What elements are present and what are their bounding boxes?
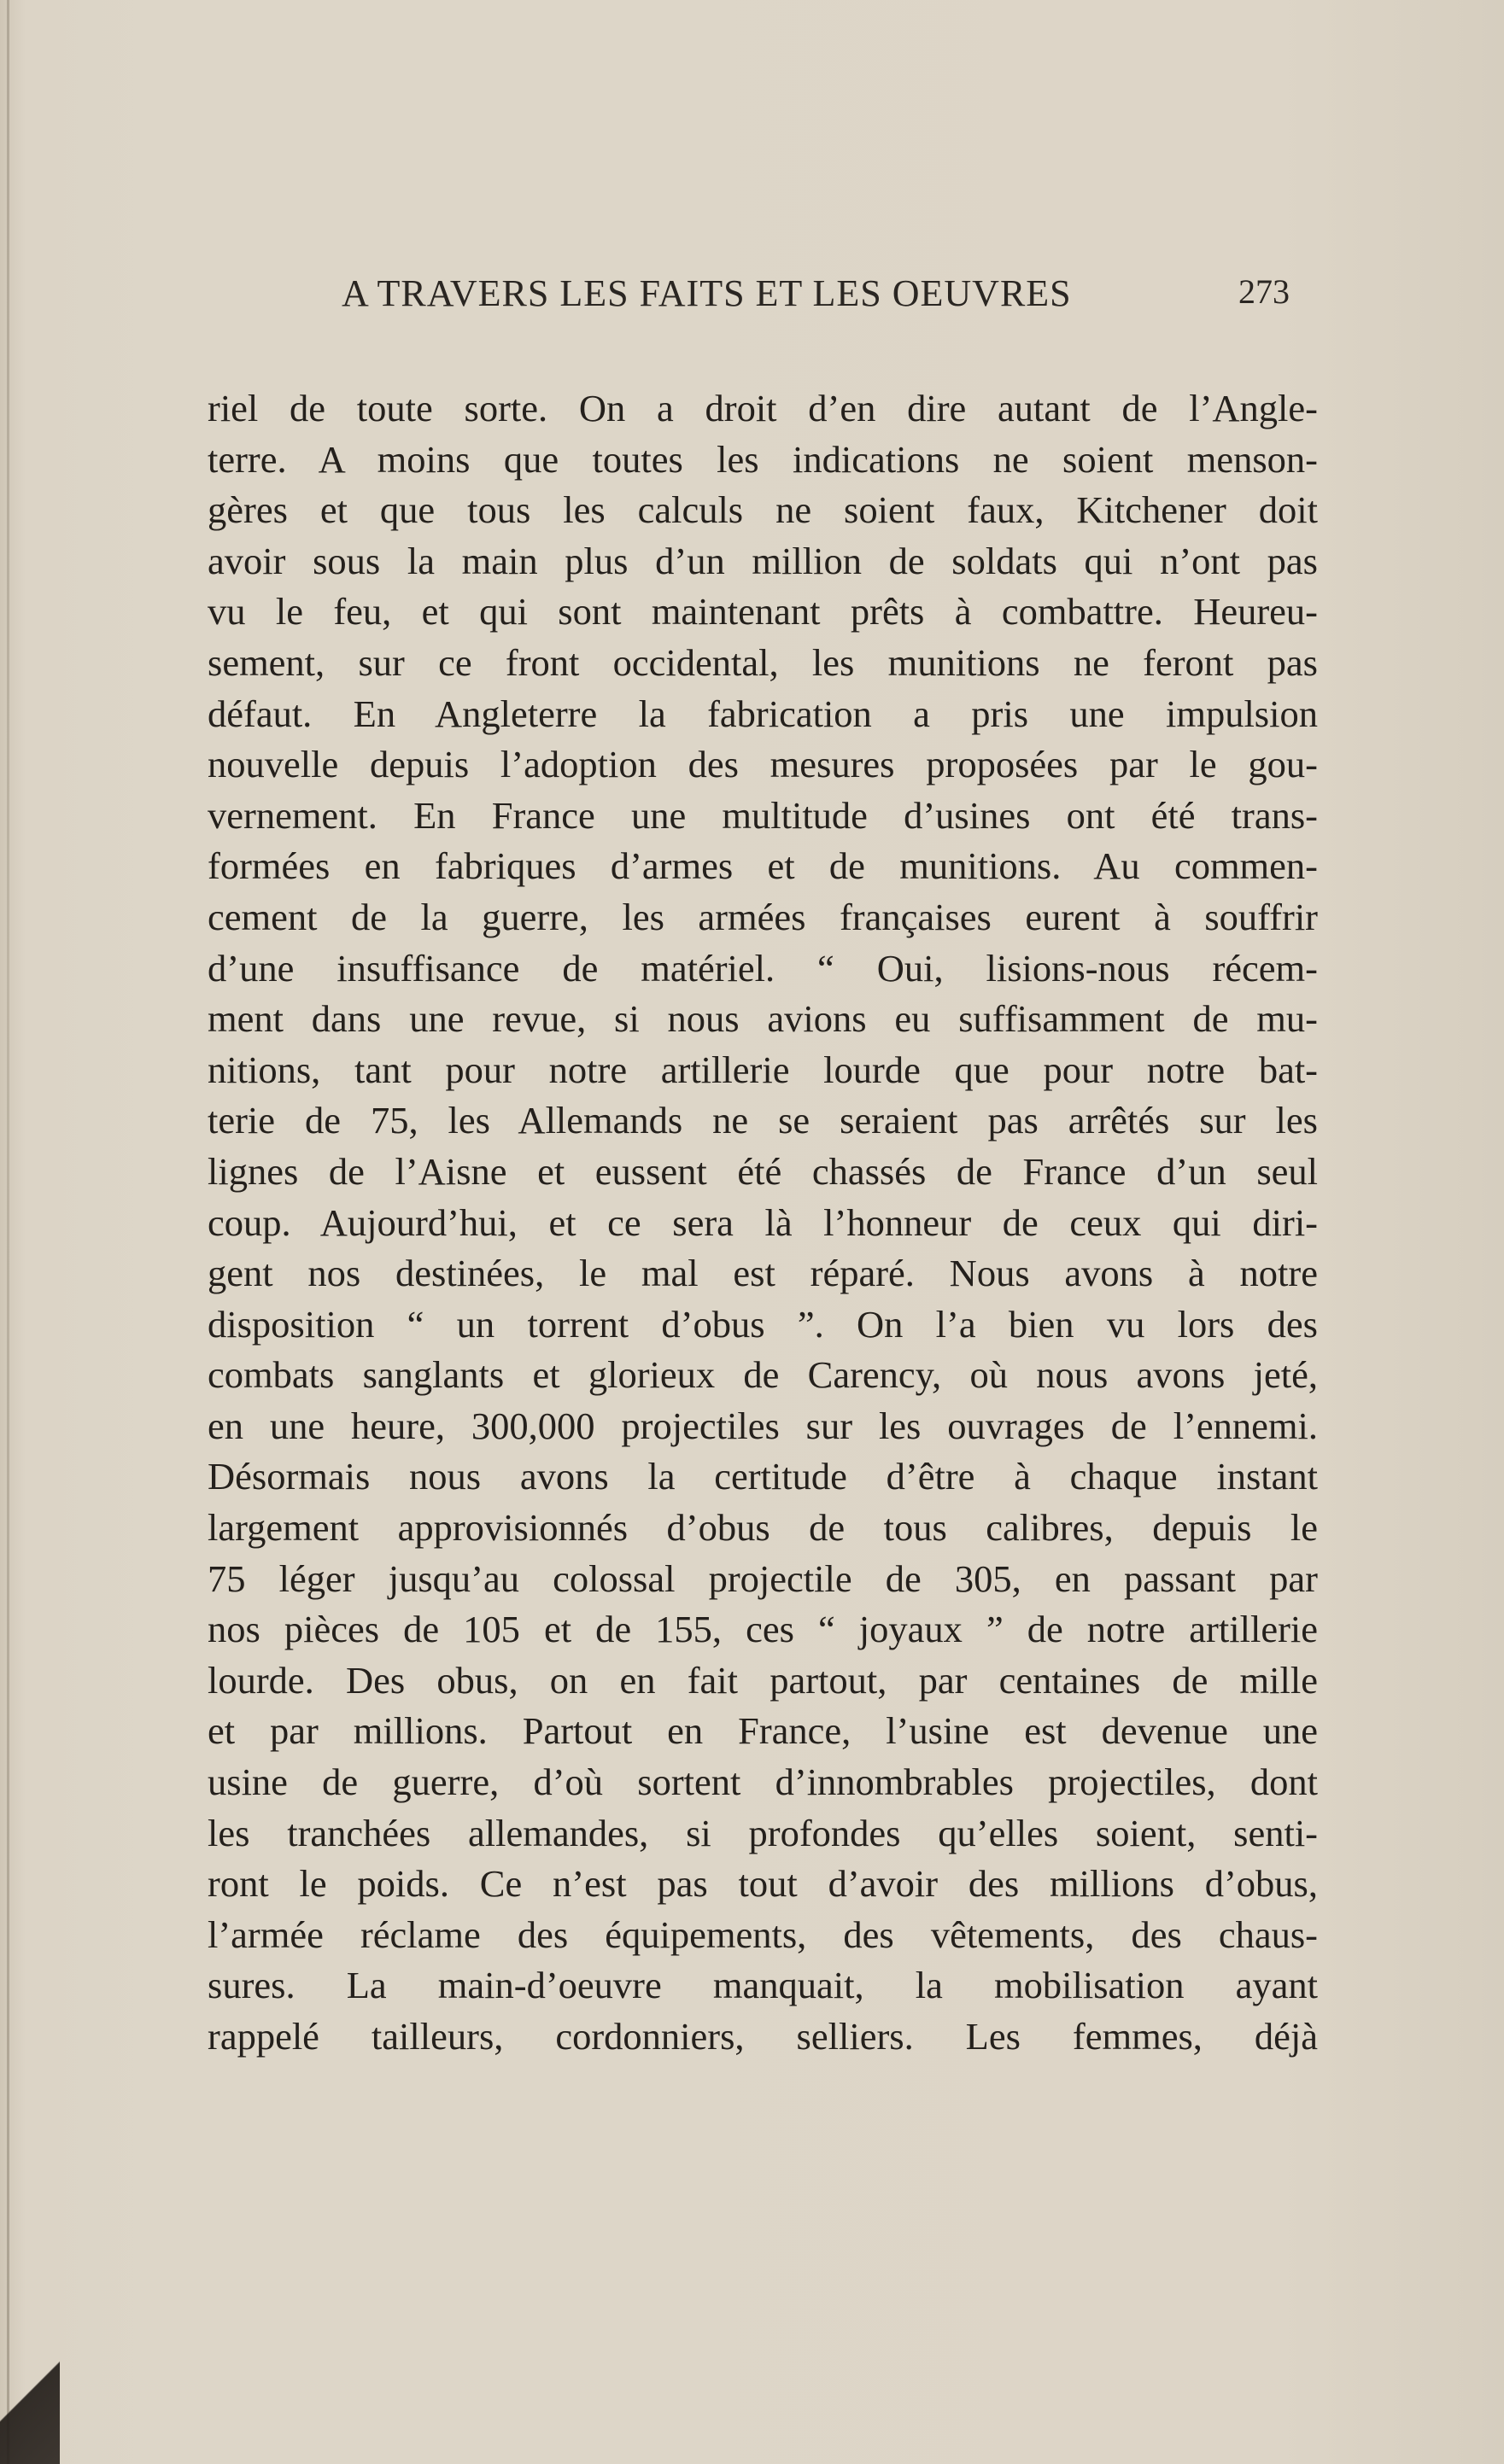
page-gutter [7, 0, 9, 2464]
text-line: défaut. En Angleterre la fabrication a pris une impulsion [208, 692, 1318, 735]
text-line: les tranchées allemandes, si profondes qu’elles soient, senti- [208, 1811, 1318, 1854]
text-line: en une heure, 300,000 projectiles sur les ouvrages de l’ennemi. [208, 1404, 1318, 1447]
text-line: 75 léger jusqu’au colossal projectile de 305, en passant par [208, 1556, 1318, 1600]
text-line: Désormais nous avons la certitude d’être à chaque instant [208, 1455, 1318, 1498]
text-line: nouvelle depuis l’adoption des mesures proposées par le gou- [208, 743, 1318, 786]
text-line: gent nos destinées, le mal est réparé. Nous avons à notre [208, 1252, 1318, 1295]
text-line: riel de toute sorte. On a droit d’en dire autant de l’Angle- [208, 387, 1318, 429]
text-line: gères et que tous les calculs ne soient faux, Kitchener doit [208, 488, 1318, 532]
text-line: sures. La main-d’oeuvre manquait, la mobilisation ayant [208, 1964, 1318, 2007]
text-line: avoir sous la main plus d’un million de soldats qui n’ont pas [208, 539, 1318, 582]
text-line: rappelé tailleurs, cordonniers, selliers. Les femmes, déjà [208, 2015, 1318, 2058]
text-line: usine de guerre, d’où sortent d’innombrables projectiles, dont [208, 1760, 1318, 1804]
text-line: lignes de l’Aisne et eussent été chassés de France d’un seul [208, 1149, 1318, 1193]
page-corner-shadow [0, 2336, 60, 2464]
text-line: sement, sur ce front occidental, les munitions ne feront pas [208, 640, 1318, 684]
text-line: formées en fabriques d’armes et de munitions. Au commen- [208, 844, 1318, 888]
text-line: nos pièces de 105 et de 155, ces “ joyaux ” de notre artillerie [208, 1608, 1318, 1651]
running-title: A TRAVERS LES FAITS ET LES OEUVRES [342, 272, 1072, 314]
running-head [342, 272, 1290, 323]
text-line: disposition “ un torrent d’obus ”. On l’a bien vu lors des [208, 1302, 1318, 1346]
text-line: et par millions. Partout en France, l’usine est devenue une [208, 1709, 1318, 1753]
body-text [208, 383, 1318, 2063]
text-line: nitions, tant pour notre artillerie lourde que pour notre bat- [208, 1048, 1318, 1091]
text-line: lourde. Des obus, on en fait partout, par centaines de mille [208, 1658, 1318, 1702]
text-line: vernement. En France une multitude d’usines ont été trans- [208, 793, 1318, 837]
text-line: terie de 75, les Allemands ne se seraient pas arrêtés sur les [208, 1099, 1318, 1142]
text-line: ment dans une revue, si nous avions eu suffisamment de mu- [208, 997, 1318, 1041]
text-line: d’une insuffisance de matériel. “ Oui, lisions-nous récem- [208, 946, 1318, 990]
text-line: largement approvisionnés d’obus de tous calibres, depuis le [208, 1506, 1318, 1550]
text-line: ront le poids. Ce n’est pas tout d’avoir des millions d’obus, [208, 1862, 1318, 1906]
text-line: vu le feu, et qui sont maintenant prêts à combattre. Heureu- [208, 590, 1318, 634]
text-line: terre. A moins que toutes les indications ne soient menson- [208, 437, 1318, 481]
text-line: l’armée réclame des équipements, des vêtements, des chaus- [208, 1912, 1318, 1956]
text-line: combats sanglants et glorieux de Carency, où nous avons jeté, [208, 1353, 1318, 1397]
text-line: coup. Aujourd’hui, et ce sera là l’honneur de ceux qui diri- [208, 1200, 1318, 1244]
page-number: 273 [1238, 272, 1290, 311]
text-line: cement de la guerre, les armées françaises eurent à souffrir [208, 895, 1318, 938]
